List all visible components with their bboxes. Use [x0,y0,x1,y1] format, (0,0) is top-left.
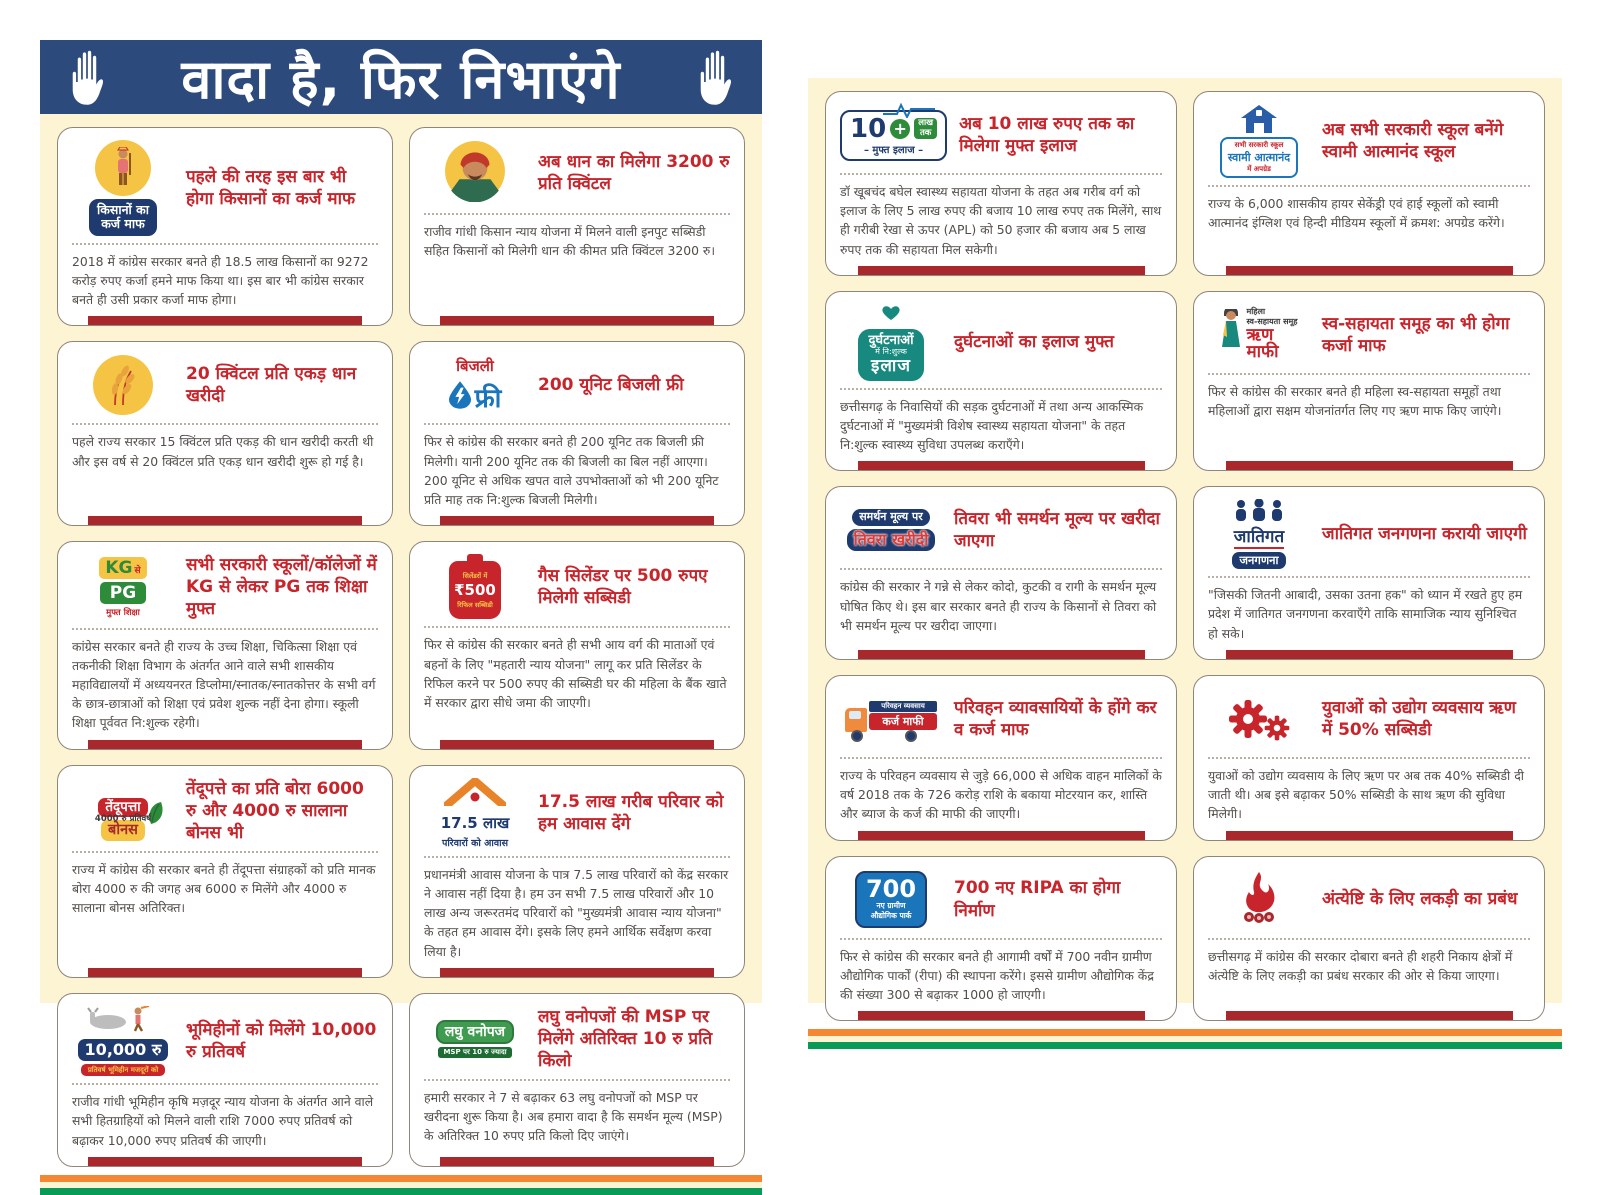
dotted-divider [840,757,1162,759]
promise-card [825,486,1177,660]
icon-label: रिफिल सब्सिडी [457,601,493,610]
card-accent-bar [1226,1011,1513,1020]
dotted-divider [1208,373,1530,375]
icon-label: में अपग्रेड [1247,165,1271,173]
card-title: स्व-सहायता समूह का भी होगा कर्जा माफ [1322,313,1510,356]
dotted-divider [424,213,730,215]
promise-card [57,993,393,1167]
card-header [1208,499,1530,569]
plus-glyph: + [890,119,910,139]
decorative-shape [1228,699,1268,739]
card-accent-bar [858,650,1145,659]
decorative-shape [1247,915,1251,919]
card-header [840,304,1162,381]
icon-label: 10,000 रु [78,1039,169,1061]
icon-label [100,582,146,604]
card-title: 17.5 लाख गरीब परिवार को हम आवास देंगे [538,792,724,835]
icon-label: 17.5 लाख [440,813,510,832]
card-accent-bar [1226,831,1513,840]
decorative-shape [1220,309,1242,357]
free-treatment-10-lakh-icon [840,110,947,161]
card-accent-bar [440,968,714,977]
card-header [1208,304,1530,366]
decorative-shape [869,701,937,730]
icon-label: मुफ्त शिक्षा [106,607,140,618]
decorative-shape [1254,499,1263,508]
card-title: 700 नए RIPA का होगा निर्माण [954,878,1121,921]
card-header [840,688,1162,750]
decorative-shape [1256,110,1262,116]
card-body: फिर से कांग्रेस की सरकार बनते ही आगामी वर्षों में 700 नवीन ग्रामीण औद्योगिक पार्कों (रीपा) की स्थापना करेंगे। इससे ग्रामीण औद्योगिक केंद्र की संख्या 300 से बढ़ाकर 1000 हो जाएगी। [840,948,1154,1002]
card-accent-bar [88,516,362,525]
icon-label: समर्थन मूल्य पर [852,509,930,526]
card-accent-bar [88,740,362,749]
card-title: तिवरा भी समर्थन मूल्य पर खरीदा जाएगा [954,509,1160,552]
icon-label: बिजली [456,356,494,375]
promise-card [409,127,745,326]
card-header [840,499,1162,561]
funeral-wood-icon [1208,872,1310,928]
card-header [840,104,1162,166]
decorative-shape [467,554,483,561]
card-title: पहले की तरह इस बार भी होगा किसानों का कर्ज माफ [186,166,356,209]
dotted-divider [840,388,1162,390]
ripa-700-parks-icon [840,871,942,928]
decorative-shape [1264,715,1290,741]
decorative-shape [441,778,510,849]
card-body: छत्तीसगढ़ के निवासियों की सड़क दुर्घटनाओं में तथा अन्य आकस्मिक दुर्घटनाओं में "मुख्यमंत्री विशेष स्वास्थ्य सहायता योजना" के तहत नि:शुल्क स्वास्थ्य सुविधा उपलब्ध कराएँगे। [840,398,1144,453]
decorative-shape [694,47,736,107]
decorative-shape [883,102,935,118]
gears-glyph [1228,697,1290,741]
card-body: युवाओं को उद्योग व्यवसाय के लिए ऋण पर अब तक 40% सब्सिडी दी जाती थी। अब इसे बढ़ाकर 50% सब्सिडी के साथ ऋण की सुविधा मिलेगी। [1208,767,1524,822]
card-accent-bar [440,516,714,525]
card-accent-bar [88,1157,362,1166]
decorative-shape [118,150,127,159]
card-title: 20 क्विंटल प्रति एकड़ धान खरीदी [186,364,357,407]
decorative-shape [1237,500,1245,508]
icon-label: तेंदूपत्ता [98,798,147,818]
icon-label: लघु वनोपज [436,1020,514,1044]
card-body: राजीव गांधी किसान न्याय योजना में मिलने वाली इनपुट सब्सिडी सहित किसानों को मिलेगी धान की कीमत प्रति क्विंटल 3200 रु। [424,224,716,259]
farmer-loan-waiver-icon [72,140,174,236]
icon-label: 4000 रु प्रतिवर्ष [94,813,152,824]
decorative-shape [847,509,936,551]
card-header [424,554,730,619]
card-header [1208,688,1530,750]
paddy-glyph [93,355,153,415]
card-accent-bar [88,968,362,977]
decorative-shape [66,47,108,107]
decorative-shape [134,1007,141,1014]
kg-to-pg-education-icon [72,557,174,618]
decorative-shape [81,798,165,839]
icon-label: बोनस [101,820,145,841]
dotted-divider [72,628,378,630]
decorative-shape [449,561,501,619]
decorative-shape [103,363,143,407]
dotted-divider [424,856,730,858]
decorative-shape [118,159,128,173]
decorative-shape [1220,104,1298,178]
icon-label: 700 [865,875,917,904]
icon-label: परिवहन व्यवसाय [869,701,937,712]
icon-label: लाख तक [914,118,937,140]
card-accent-bar [1226,461,1513,470]
right-page [808,78,1562,1003]
decorative-shape [858,304,923,381]
icon-label: स्व-सहायता समूह [1246,317,1298,327]
poster-header [40,40,762,114]
card-title: भूमिहीनों को मिलेंगे 10,000 रु प्रतिवर्ष [186,1019,377,1062]
decorative-shape [1236,499,1282,521]
promise-card [1193,91,1545,276]
icon-label: औद्योगिक पार्क [870,911,912,921]
card-title: अब धान का मिलेगा 3200 रु प्रति क्विंटल [538,151,730,194]
dotted-divider [72,851,378,853]
dotted-divider [72,243,378,245]
card-accent-bar [440,316,714,325]
icon-label: सिलेंडरों में [462,572,488,581]
decorative-shape [90,1015,126,1029]
card-header [1208,869,1530,931]
icon-label: दुर्घटनाओं [868,332,914,348]
card-title: तेंदूपत्ते का प्रति बोरा 6000 रु और 4000 रु सालाना बोनस भी [186,778,364,843]
caste-census-icon [1208,499,1310,569]
card-accent-bar [440,1157,714,1166]
card-title: अब 10 लाख रुपए तक का मिलेगा मुफ्त इलाज [959,113,1135,156]
card-body: फिर से कांग्रेस की सरकार बनते ही महिला स्व-सहायता समूहों तथा महिलाओं द्वारा सक्षम योजनांतर्गत लिए गए ऋण माफ किए जाएंगे। [1208,383,1502,419]
icon-badge: किसानों का कर्ज माफ [89,199,157,236]
icon-label: MSP पर 10 रु ज्यादा [438,1047,511,1058]
decorative-shape [99,557,146,618]
card-body: कांग्रेस सरकार बनते ही राज्य के उच्च शिक्षा, चिकित्सा शिक्षा एवं तकनीकी शिक्षा विभाग के अंतर्गत आने वाले सभी शासकीय महाविद्यालयों में अध्ययनरत डिप्लोमा/स्नातक/स्नातकोत्तर के सभी वर्ग के छात्र-छात्राओं को शिक्षा एवं प्रवेश शुल्क नहीं देना होगा। स्कूली शिक्षा पूर्ववत नि:शुल्क रहेगी। [72,638,376,731]
icon-label [99,557,146,579]
card-body: हमारी सरकार ने 7 से बढ़ाकर 63 लघु वनोपजों को MSP पर खरीदना शुरू किया है। अब हमारा वादा है कि समर्थन मूल्य (MSP) के अतिरिक्त 10 रुपए प्रति किलो दिए जाएंगे। [424,1090,723,1144]
congress-hand-icon [66,47,108,107]
card-body: "जिसकी जितनी आबादी, उसका उतना हक" को ध्यान में रखते हुए हम प्रदेश में जातिगत जनगणना करवाएँगे ताकि सामाजिक न्याय सुनिश्चित हो सके। [1208,587,1523,641]
decorative-shape [1220,307,1297,362]
icon-label: नए ग्रामीण [876,901,906,911]
decorative-shape [1243,714,1253,724]
industry-subsidy-gears-icon [1208,697,1310,741]
decorative-shape [111,365,136,396]
promise-card [57,765,393,978]
icon-label: प्रतिवर्ष भूमिहीन मजदूरों को [81,1064,165,1076]
decorative-shape [40,1188,762,1195]
decorative-shape [1246,307,1297,362]
card-body: पहले राज्य सरकार 15 क्विंटल प्रति एकड़ की धान खरीदी करती थी और इस वर्ष से 20 क्विंटल प्रति एकड़ धान खरीदी शुरू हो गई है। [72,434,374,469]
card-accent-bar [858,266,1145,275]
decorative-shape [149,802,162,824]
card-header [72,778,378,844]
card-body: 2018 में कांग्रेस सरकार बनते ही 18.5 लाख किसानों का 9272 करोड़ रुपए कर्जा हमने माफ किया था। इस बार भी कांग्रेस सरकार बनते ही उसी प्रकार कर्जा माफ होगा। [72,253,369,308]
icon-label: तिवरा खरीदी [847,529,936,551]
decorative-shape [95,140,151,196]
decorative-shape [878,304,904,322]
card-title: अब सभी सरकारी स्कूल बनेंगे स्वामी आत्मानंद स्कूल [1322,119,1504,162]
decorative-shape [123,173,127,185]
card-accent-bar [858,831,1145,840]
card-title: दुर्घटनाओं का इलाज मुफ्त [954,332,1114,353]
housing-17-5-lakh-icon [424,778,526,849]
card-header [424,778,730,849]
paddy-icon [72,355,174,415]
decorative-shape [1237,104,1281,134]
decorative-shape [1236,509,1246,521]
card-body: फिर से कांग्रेस की सरकार बनते ही सभी आय वर्ग की माताओं एवं बहनों के लिए "महतारी न्याय योजना" लागू कर प्रति सिलेंडर के रिफिल करने पर 500 रुपए की सब्सिडी घर की महिला के बैंक खाते में सरकार द्वारा सीधे जमा की जाएगी। [424,637,727,710]
decorative-shape [1267,915,1271,919]
card-body: छत्तीसगढ़ में कांग्रेस की सरकार दोबारा बनते ही शहरी निकाय क्षेत्रों में अंत्येष्टि के लिए लकड़ी का प्रबंध सरकार की ओर से किया जाएगा। [1208,948,1513,983]
decorative-shape [129,153,131,175]
card-body: कांग्रेस की सरकार ने गन्ने से लेकर कोदो, कुटकी व रागी के समर्थन मूल्य घोषित किए थे। इस बार सरकार बनते ही राज्य के किसानों से तिवरा को भी समर्थन मूल्य पर खरीदा जाएगा। [840,579,1157,633]
card-body: राज्य के 6,000 शासकीय हायर सेकेंड्री एवं हाई स्कूलों को स्वामी आत्मानंद इंग्लिश एवं हिन्दी मीडियम स्कूलों में क्रमश: अपग्रेड करेंगे। [1208,196,1505,231]
congress-hand-icon [694,47,736,107]
card-body: राज्य में कांग्रेस की सरकार बनते ही तेंदूपत्ता संग्राहकों को प्रति मानक बोरा 4000 रु की जगह अब 6000 रु मिलेंगे और 4000 रु सालाना बोनस अतिरिक्त। [72,861,376,916]
decorative-shape [1254,123,1264,133]
card-header [72,140,378,236]
decorative-shape [444,140,506,202]
hand-heart-glyph [878,304,904,326]
icon-label: में नि:शुल्क [875,347,907,357]
school-building-glyph [1237,104,1281,138]
decorative-shape [1233,499,1285,521]
icon-badge [858,329,923,381]
promise-card [57,127,393,326]
decorative-shape [118,147,128,150]
icon-label: इलाज [871,355,911,376]
dotted-divider [72,1083,378,1085]
dotted-divider [840,938,1162,940]
card-header [1208,104,1530,178]
card-body: फिर से कांग्रेस की सरकार बनते ही 200 यूनिट तक बिजली फ्री मिलेगी। यानी 200 यूनिट तक की बिजली का बिल नहीं आएगा। 200 यूनिट से अधिक खपत वाले उपभोक्ताओं को भी 200 यूनिट प्रति माह तक नि:शुल्क बिजली मिलेगी। [424,434,719,508]
dotted-divider [840,173,1162,175]
icon-label: स्वामी आत्मानंद [1227,151,1291,164]
card-title: युवाओं को उद्योग व्यवसाय ऋण में 50% सब्सिडी [1322,697,1516,740]
decorative-shape [40,1175,762,1182]
decorative-shape [89,140,157,236]
decorative-shape [845,708,867,732]
card-header [840,869,1162,931]
icon-label: – मुफ्त इलाज – [863,144,924,156]
tendupatta-bonus-icon [72,798,174,839]
dotted-divider [424,423,730,425]
woman-glyph [1220,309,1242,361]
card-accent-bar [1226,266,1513,275]
card-header [424,140,730,206]
tricolor-stripes [808,1029,1562,1049]
decorative-shape [883,105,935,117]
promise-card [825,675,1177,841]
poster-title: वादा है, फिर निभाएंगे [181,48,621,111]
card-body: राजीव गांधी भूमिहीन कृषि मज़दूर न्याय योजना के अंतर्गत आने वाले सभी हितग्राहियों को मिलने वाली राशि 7000 रुपए प्रतिवर्ष को बढ़ाकर 10,000 रुपए प्रतिवर्ष की जाएगी। [72,1094,374,1148]
left-card-grid [40,114,762,1175]
dotted-divider [424,1079,730,1081]
card-title: गैस सिलेंडर पर 500 रुपए मिलेगी सब्सिडी [538,565,708,608]
card-header [424,354,730,416]
promise-card [1193,486,1545,660]
icon-label: महिला [1246,307,1266,317]
decorative-shape [88,1008,98,1012]
icon-label: माफी [1246,342,1279,363]
decorative-shape [444,778,506,806]
decorative-shape [1257,916,1261,920]
card-accent-bar [88,316,362,325]
promise-card [1193,291,1545,471]
decorative-shape [851,730,863,742]
decorative-shape [90,1012,95,1022]
promise-card [825,291,1177,471]
decorative-shape [449,381,471,409]
icon-label: जनगणना [1232,552,1285,569]
decorative-shape [436,1020,514,1058]
decorative-shape: PG [109,582,137,603]
icon-label: सभी सरकारी स्कूल [1234,141,1284,149]
swami-atmanand-school-icon [1208,104,1310,178]
decorative-shape [1220,137,1298,178]
farmer-face-icon [424,140,526,206]
promise-card [57,541,393,749]
dotted-divider [1208,576,1530,578]
decorative-shape [882,306,899,320]
promise-card [409,541,745,749]
card-accent-bar [440,740,714,749]
decorative-shape [1272,509,1282,521]
decorative-shape [1274,725,1281,732]
decorative-shape [449,356,502,415]
free-treatment-badge [840,110,947,161]
icon-label: 10 [850,113,887,144]
decorative-shape [135,1015,140,1024]
card-body: प्रधानमंत्री आवास योजना के पात्र 7.5 लाख परिवारों को केंद्र सरकार ने आवास नहीं दिया है। हम उन सभी 7.5 लाख परिवारों और 10 लाख अन्य जरूरतमंद परिवारों को "मुख्यमंत्री आवास न्याय योजना" के तहत हम आवास देंगे। इसके लिए हमने आर्थिक सर्वेक्षण करवा लिया है। [424,866,729,959]
plough-glyph [86,1006,160,1036]
promise-card [1193,856,1545,1022]
card-title: जातिगत जनगणना करायी जाएगी [1322,524,1527,545]
decorative-shape [471,792,480,801]
transport-loan-waiver-icon [840,696,942,742]
promise-card [57,341,393,526]
promise-card [409,341,745,526]
dotted-divider [1208,757,1530,759]
decorative-shape [78,1006,169,1076]
tricolor-stripes [40,1175,762,1195]
minor-forest-produce-icon [424,1020,526,1058]
promise-card [1193,675,1545,841]
accident-free-treatment-icon [840,304,942,381]
decorative-shape [850,113,937,144]
decorative-shape [1246,872,1274,912]
card-accent-bar [858,461,1145,470]
card-header [424,1006,730,1072]
left-page [40,40,762,1148]
decorative-shape: से [134,565,141,576]
decorative-shape [905,730,917,742]
tiwra-msp-icon [840,509,942,551]
promise-card [825,91,1177,276]
gas-cylinder-glyph [449,554,501,619]
decorative-shape [119,173,123,185]
dotted-divider [1208,185,1530,187]
card-accent-bar [1226,650,1513,659]
card-header [72,554,378,620]
truck-glyph [845,696,937,742]
card-title: अंत्येष्टि के लिए लकड़ी का प्रबंध [1322,889,1518,910]
roof-glyph [444,778,506,810]
promise-card [825,856,1177,1022]
right-card-grid [808,78,1562,1029]
decorative-shape [451,179,499,202]
card-body: डॉ खूबचंद बघेल स्वास्थ्य सहायता योजना के तहत अब गरीब वर्ग को इलाज के लिए 5 लाख रुपए की बजाय 10 लाख रुपए तक मिलेंगे, साथ ही गरीबी रेखा से ऊपर (APL) को 50 हजार की बजाय अब 5 लाख रुपए तक की सहायता मिल सकेगी। [840,184,1162,257]
decorative-shape [73,51,103,105]
decorative-shape [141,1006,149,1008]
icon-label: ऋण [1246,324,1274,345]
decorative-shape: KG [105,557,133,578]
promise-card [409,993,745,1167]
icon-label: फ्री [474,383,502,414]
decorative-shape [1273,500,1281,508]
decorative-shape [108,147,138,189]
decorative-shape [701,51,731,105]
decorative-shape [1232,499,1285,569]
gas-cylinder-subsidy-icon [424,554,526,619]
card-title: परिवहन व्यावसायियों के होंगे कर व कर्ज माफ [954,697,1157,740]
bolt-glyph [449,381,471,413]
card-title: 200 यूनिट बिजली फ्री [538,375,684,396]
decorative-shape [1253,508,1265,521]
decorative-shape [449,379,502,415]
dotted-divider [840,568,1162,570]
icon-label: कर्ज माफी [869,713,937,730]
promise-card [409,765,745,978]
decorative-shape [808,1042,1562,1049]
farmer-face-glyph [444,140,506,206]
icon-label: ₹500 [454,581,496,600]
icon-label: परिवारों को आवास [441,837,509,849]
card-header [72,1006,378,1076]
card-body: राज्य के परिवहन व्यवसाय से जुड़े 66,000 से अधिक वाहन मालिकों के वर्ष 2018 तक के 726 करोड़ राशि के बकाया मोटरयान कर, शास्ति और ब्याज के कर्ज की माफी की जाएगी। [840,767,1162,822]
icon-label: जातिगत [1233,527,1285,548]
card-title: सभी सरकारी स्कूलों/कॉलेजों में KG से लेकर PG तक शिक्षा मुफ्त [186,555,377,620]
card-title: लघु वनोपजों की MSP पर मिलेंगे अतिरिक्त 10 रु प्रति किलो [538,1006,713,1071]
landless-labourer-10000-icon [72,1006,174,1076]
card-header [72,354,378,416]
dotted-divider [424,626,730,628]
decorative-shape [1237,872,1281,924]
dotted-divider [1208,938,1530,940]
card-accent-bar [858,1011,1145,1020]
people-glyph [1233,499,1285,525]
decorative-shape [86,1006,160,1032]
decorative-shape [135,1024,142,1031]
pyre-glyph [1237,872,1281,928]
free-electricity-icon [424,356,526,415]
shg-loan-waiver-icon [1208,307,1310,362]
dotted-divider [72,423,378,425]
farmer-glyph [95,140,151,196]
icon-badge [855,871,927,928]
